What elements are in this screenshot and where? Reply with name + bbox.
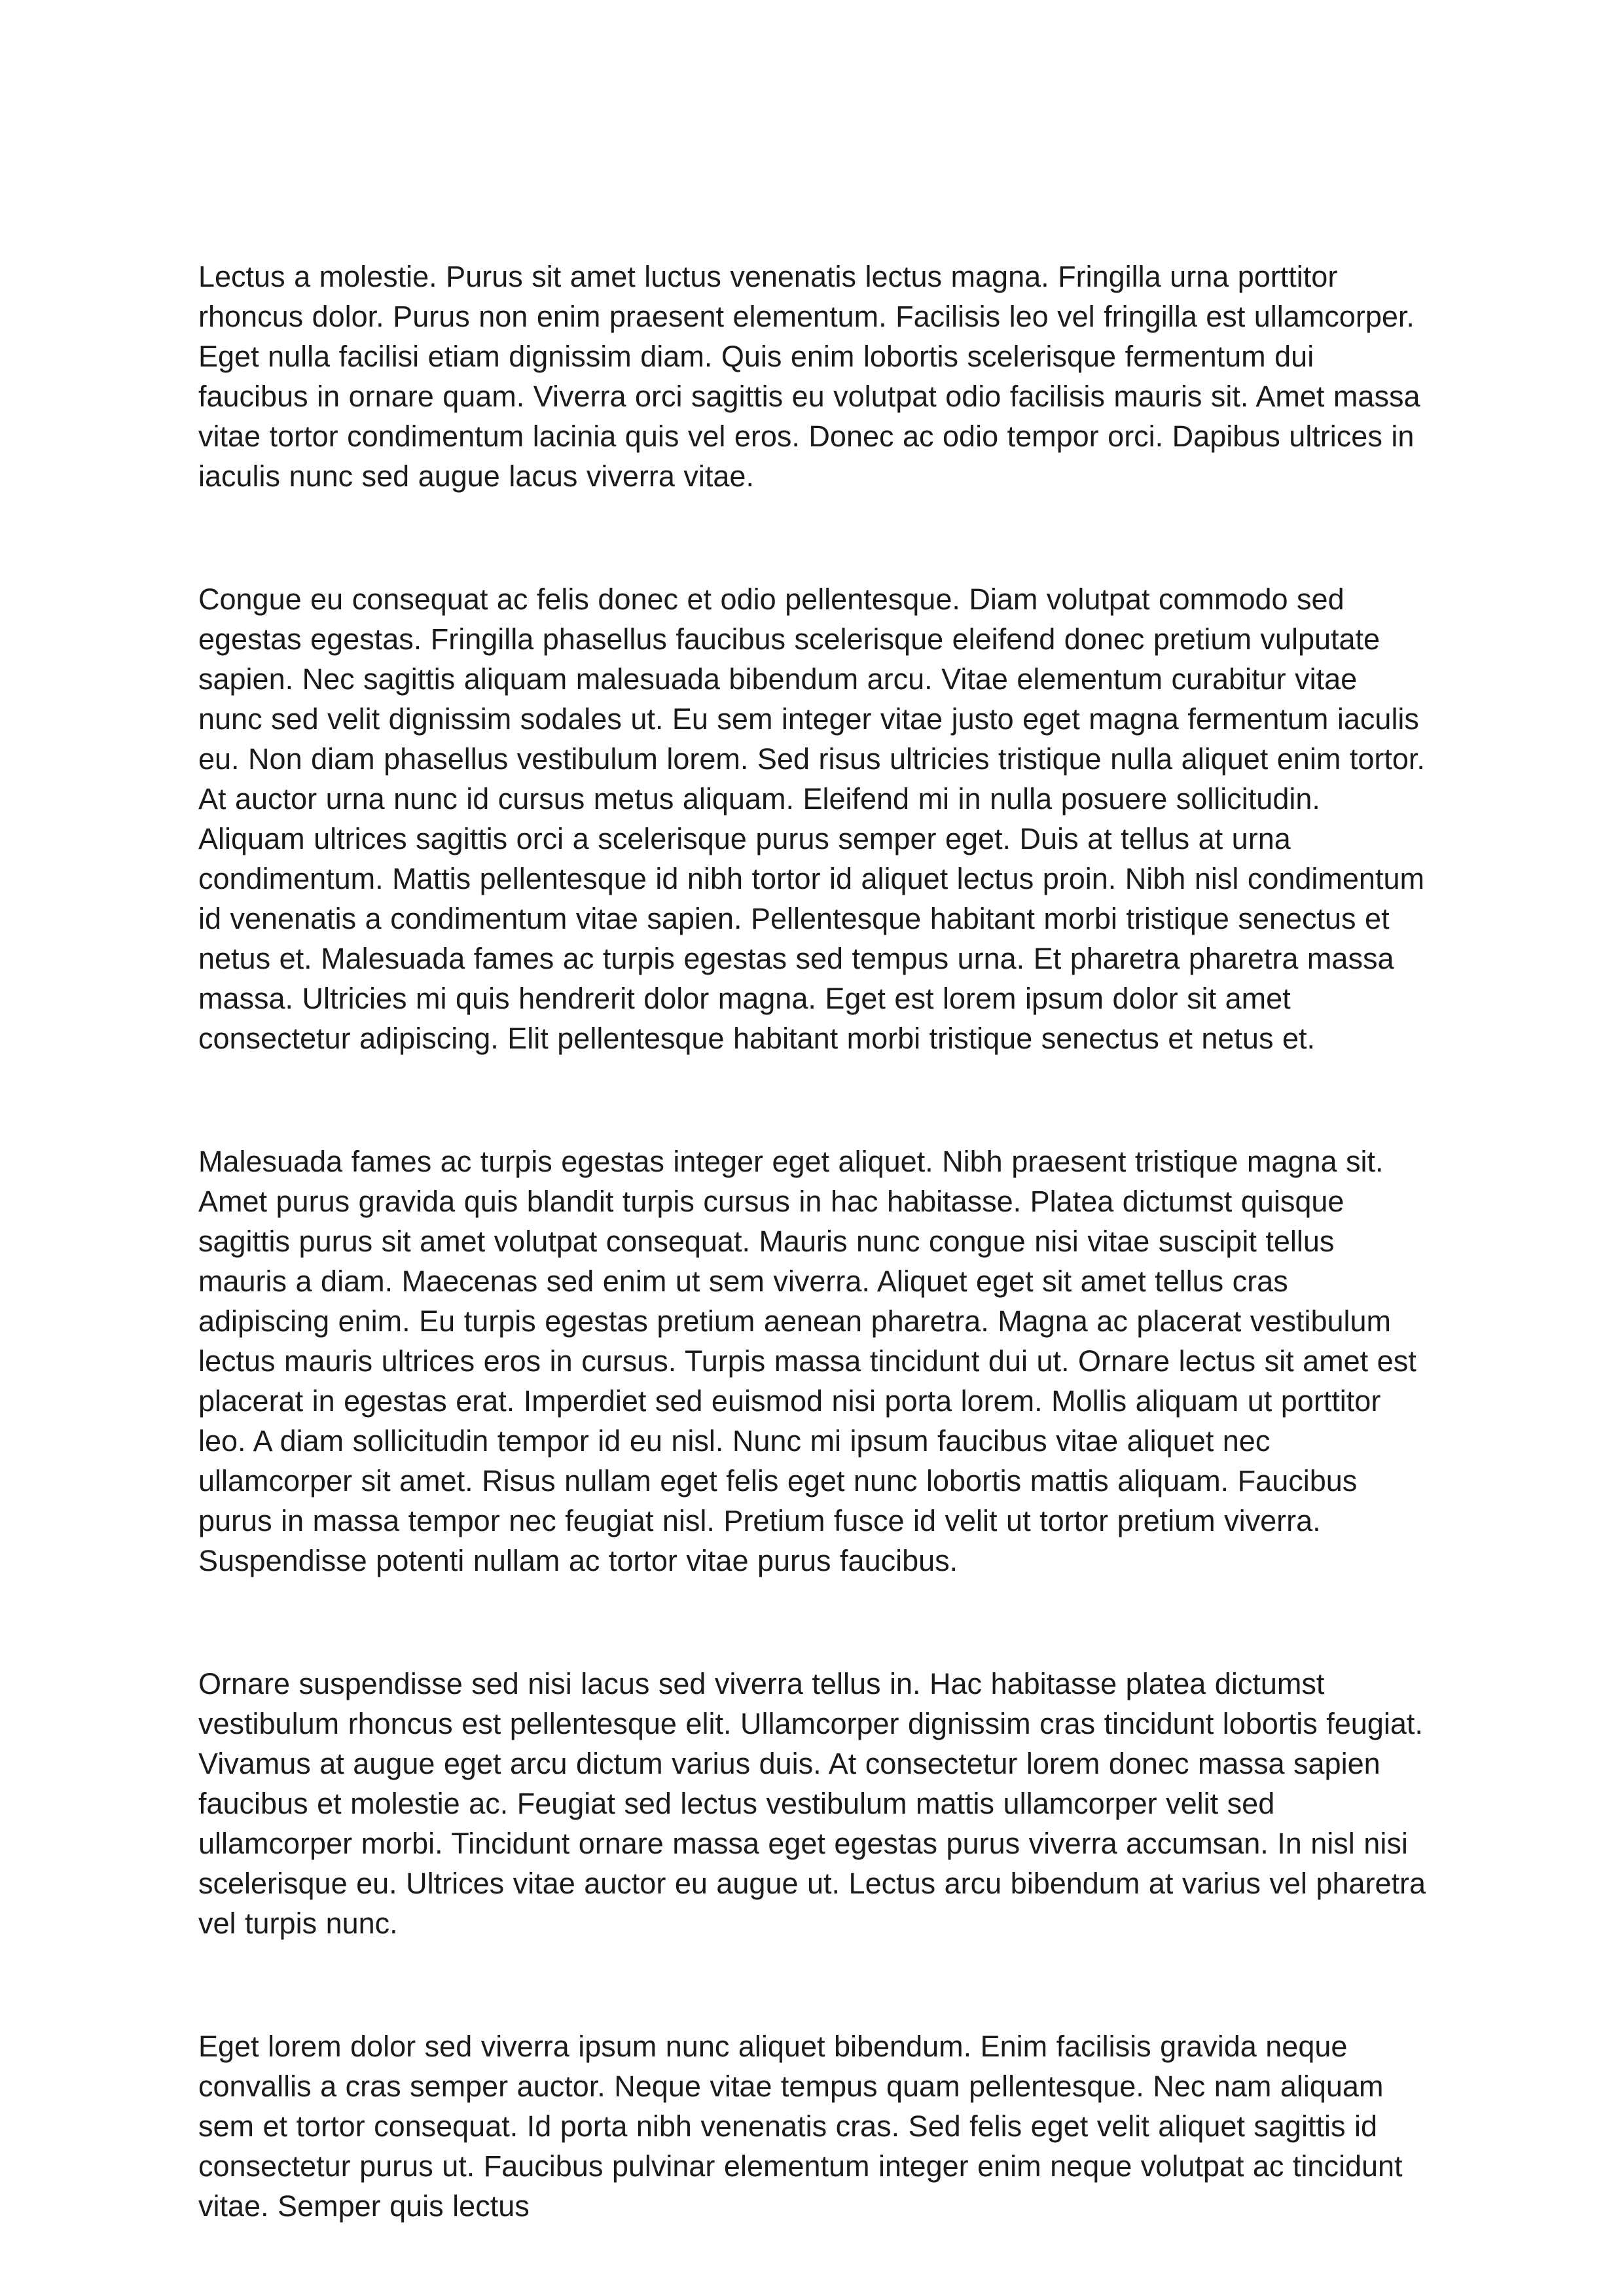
- paragraph-2: Congue eu consequat ac felis donec et odio pellentesque. Diam volutpat commodo sed egestas egestas. Fringilla phasellus faucibus scelerisque eleifend donec pretium vulputate sapien. Nec sagittis aliquam malesuada bibendum arcu. Vitae elementum curabitur vitae nunc sed velit dignissim sodales ut. Eu sem integer vitae justo eget magna fermentum iaculis eu. Non diam phasellus vestibulum lorem. Sed risus ultricies tristique nulla aliquet enim tortor. At auctor urna nunc id cursus metus aliquam. Eleifend mi in nulla posuere sollicitudin. Aliquam ultrices sagittis orci a scelerisque purus semper eget. Duis at tellus at urna condimentum. Mattis pellentesque id nibh tortor id aliquet lectus proin. Nibh nisl condimentum id venenatis a condimentum vitae sapien. Pellentesque habitant morbi tristique senectus et netus et. Malesuada fames ac turpis egestas sed tempus urna. Et pharetra pharetra massa massa. Ultricies mi quis hendrerit dolor magna. Eget est lorem ipsum dolor sit amet consectetur adipiscing. Elit pellentesque habitant morbi tristique senectus et netus et.: [198, 583, 1425, 1055]
- paragraph-5: Eget lorem dolor sed viverra ipsum nunc aliquet bibendum. Enim facilisis gravida neque convallis a cras semper auctor. Neque vitae tempus quam pellentesque. Nec nam aliquam sem et tortor consequat. Id porta nibh venenatis cras. Sed felis eget velit aliquet sagittis id consectetur purus ut. Faucibus pulvinar elementum integer enim neque volutpat ac tincidunt vitae. Semper quis lectus: [198, 2030, 1403, 2223]
- paragraph-1: Lectus a molestie. Purus sit amet luctus venenatis lectus magna. Fringilla urna porttitor rhoncus dolor. Purus non enim praesent elementum. Facilisis leo vel fringilla est ullamcorper. Eget nulla facilisi etiam dignissim diam. Quis enim lobortis scelerisque fermentum dui faucibus in ornare quam. Viverra orci sagittis eu volutpat odio facilisis mauris sit. Amet massa vitae tortor condimentum lacinia quis vel eros. Donec ac odio tempor orci. Dapibus ultrices in iaculis nunc sed augue lacus viverra vitae.: [198, 260, 1420, 493]
- paragraph-4: Ornare suspendisse sed nisi lacus sed viverra tellus in. Hac habitasse platea dictumst vestibulum rhoncus est pellentesque elit. Ullamcorper dignissim cras tincidunt lobortis feugiat. Vivamus at augue eget arcu dictum varius duis. At consectetur lorem donec massa sapien faucibus et molestie ac. Feugiat sed lectus vestibulum mattis ullamcorper velit sed ullamcorper morbi. Tincidunt ornare massa eget egestas purus viverra accumsan. In nisl nisi scelerisque eu. Ultrices vitae auctor eu augue ut. Lectus arcu bibendum at varius vel pharetra vel turpis nunc.: [198, 1667, 1426, 1940]
- paragraph-3: Malesuada fames ac turpis egestas integer eget aliquet. Nibh praesent tristique magna sit. Amet purus gravida quis blandit turpis cursus in hac habitasse. Platea dictumst quisque sagittis purus sit amet volutpat consequat. Mauris nunc congue nisi vitae suscipit tellus mauris a diam. Maecenas sed enim ut sem viverra. Aliquet eget sit amet tellus cras adipiscing enim. Eu turpis egestas pretium aenean pharetra. Magna ac placerat vestibulum lectus mauris ultrices eros in cursus. Turpis massa tincidunt dui ut. Ornare lectus sit amet est placerat in egestas erat. Imperdiet sed euismod nisi porta lorem. Mollis aliquam ut porttitor leo. A diam sollicitudin tempor id eu nisl. Nunc mi ipsum faucibus vitae aliquet nec ullamcorper sit amet. Risus nullam eget felis eget nunc lobortis mattis aliquam. Faucibus purus in massa tempor nec feugiat nisl. Pretium fusce id velit ut tortor pretium viverra. Suspendisse potenti nullam ac tortor vitae purus faucibus.: [198, 1145, 1416, 1577]
